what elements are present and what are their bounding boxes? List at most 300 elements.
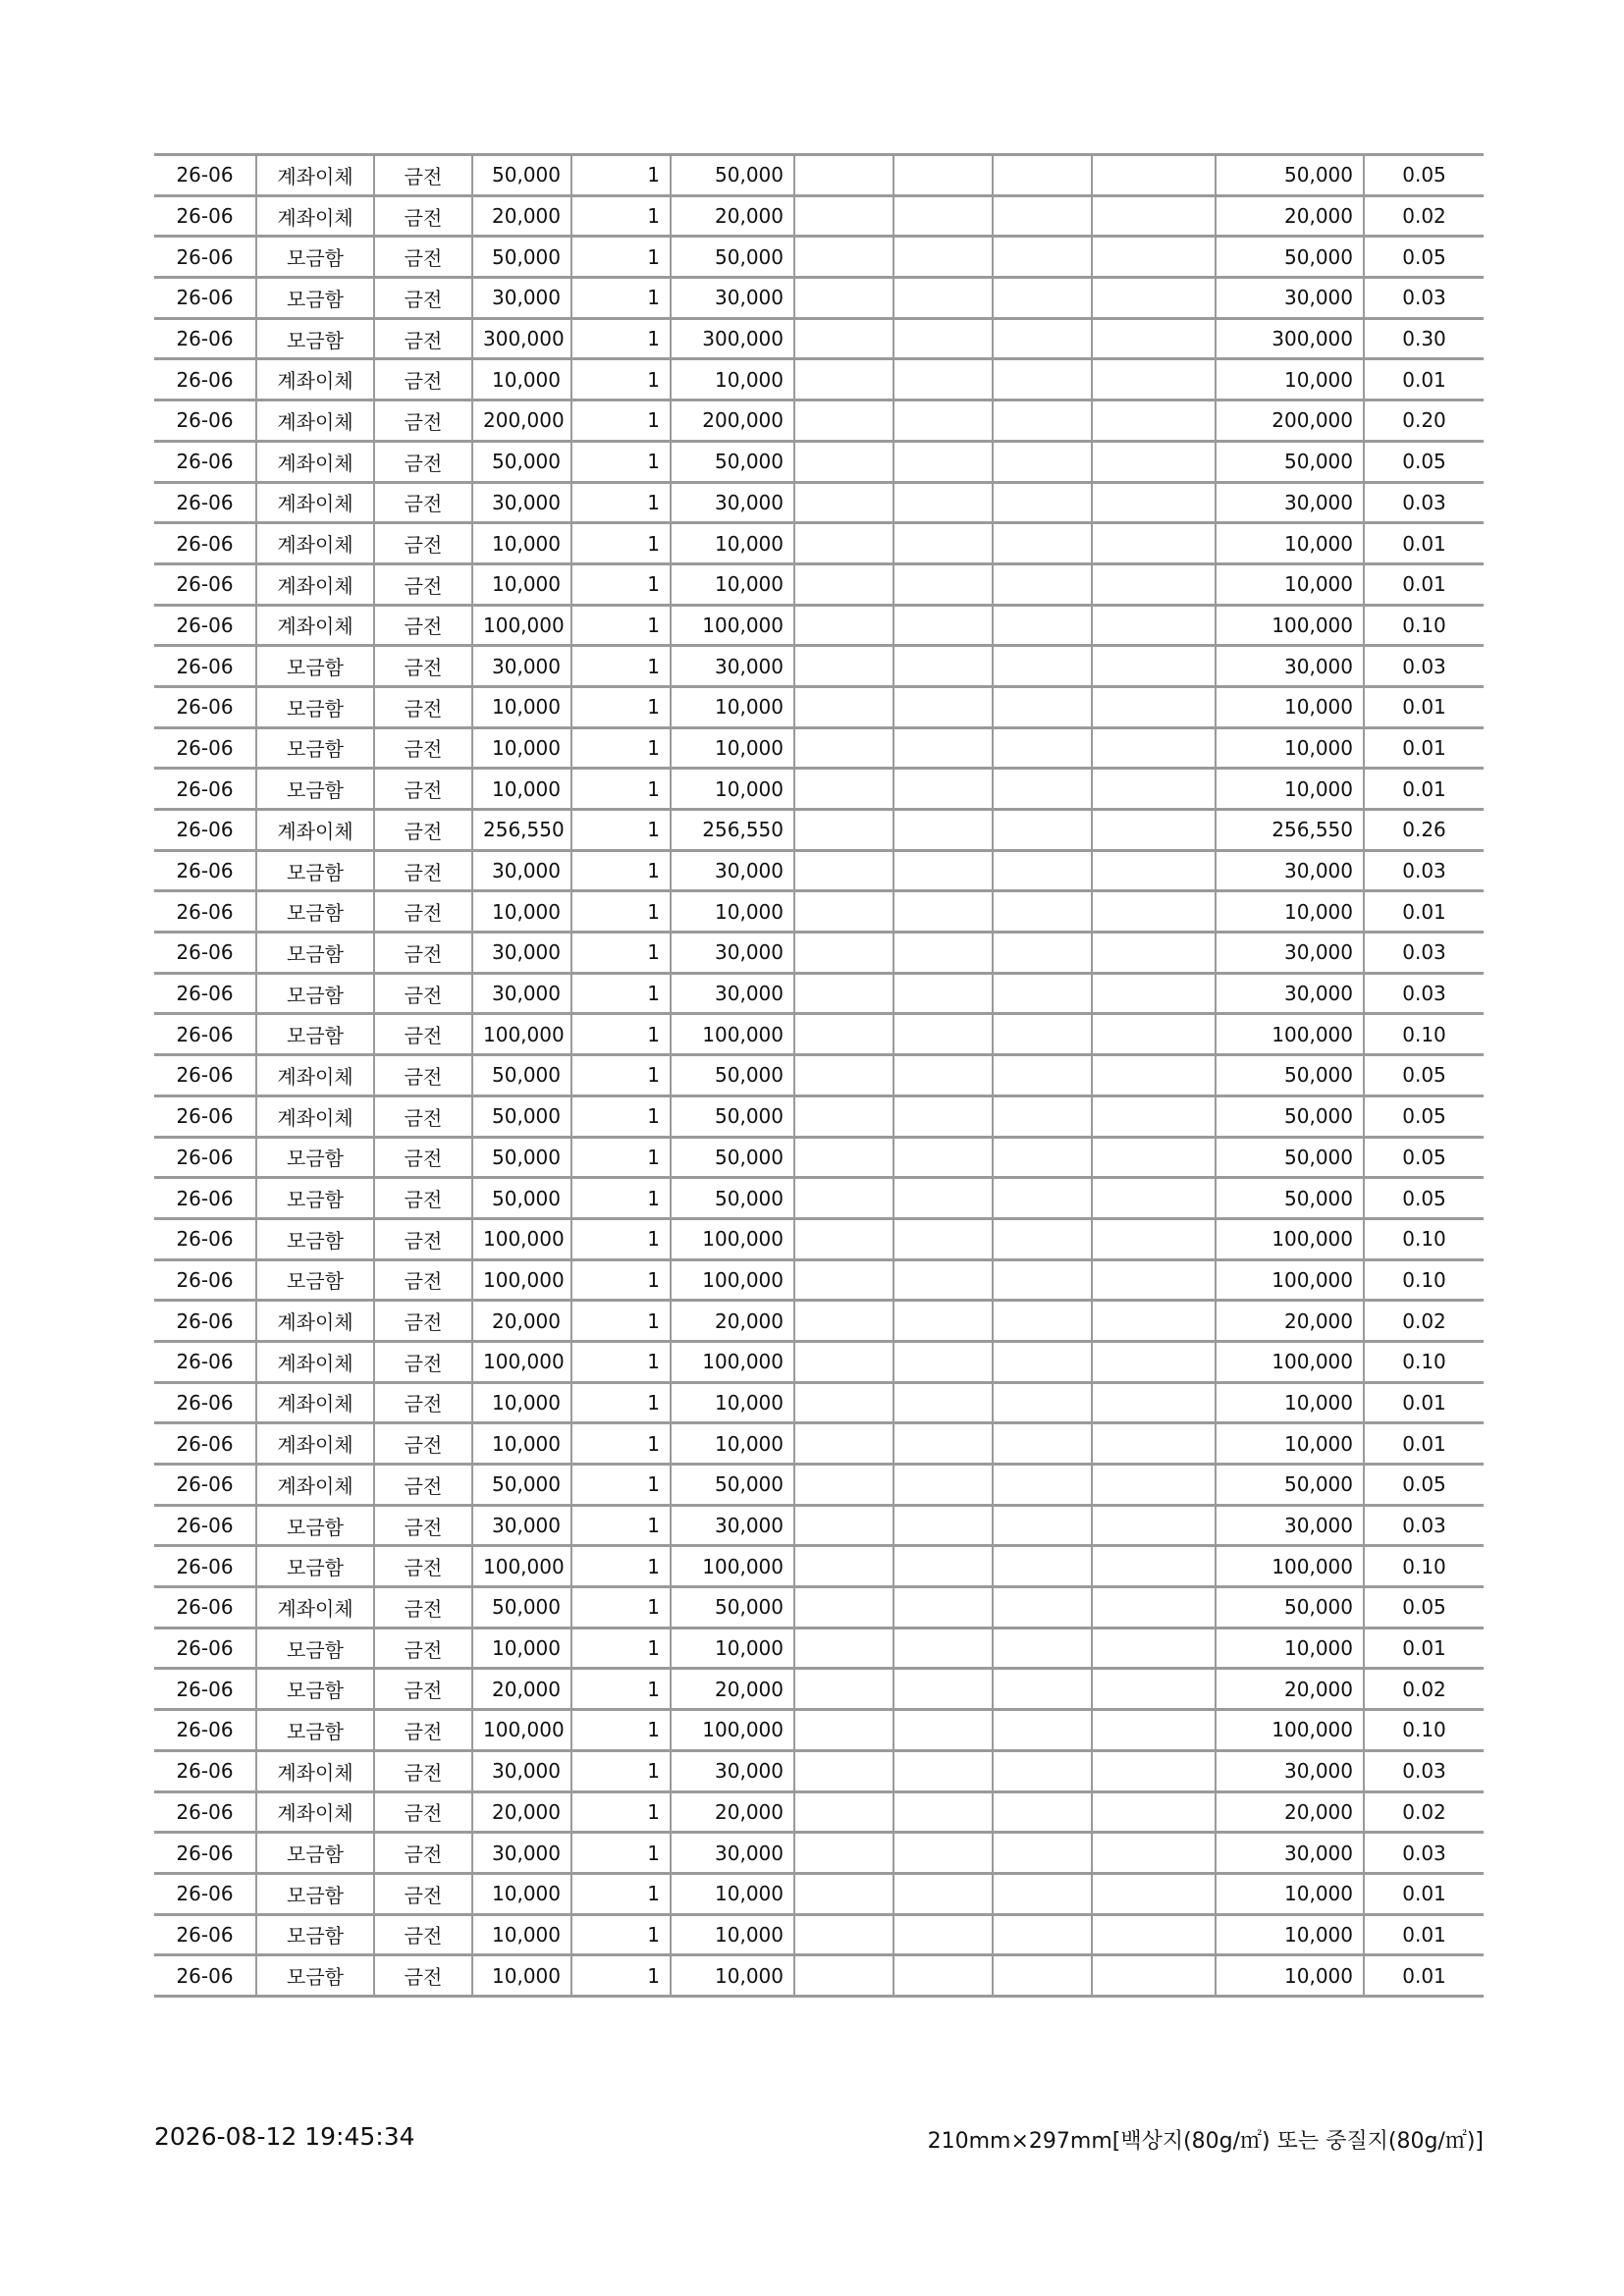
- blank-cell: [794, 1791, 893, 1833]
- unit-price-cell: 100,000: [472, 1259, 571, 1301]
- period-cell: 26-06: [154, 727, 256, 769]
- blank-cell: [1092, 850, 1216, 891]
- unit-price-cell: 30,000: [472, 933, 571, 974]
- blank-cell: [893, 195, 993, 237]
- ratio-cell: 0.30: [1364, 318, 1484, 359]
- method-cell: 모금함: [256, 1628, 374, 1669]
- unit-price-cell: 50,000: [472, 441, 571, 482]
- type-cell: 금전: [374, 482, 472, 523]
- blank-cell: [893, 1955, 993, 1997]
- blank-cell: [993, 1259, 1092, 1301]
- type-cell: 금전: [374, 1259, 472, 1301]
- blank-cell: [794, 1423, 893, 1465]
- type-cell: 금전: [374, 523, 472, 564]
- type-cell: 금전: [374, 686, 472, 727]
- table-row: [154, 769, 1484, 810]
- method-cell: 모금함: [256, 973, 374, 1014]
- period-cell: 26-06: [154, 1833, 256, 1874]
- type-cell: 금전: [374, 933, 472, 974]
- quantity-cell: 1: [571, 1382, 671, 1423]
- total-cell: 10,000: [1216, 1382, 1364, 1423]
- ratio-cell: 0.02: [1364, 1669, 1484, 1710]
- blank-cell: [794, 1137, 893, 1178]
- blank-cell: [1092, 727, 1216, 769]
- blank-cell: [794, 1955, 893, 1997]
- ratio-cell: 0.01: [1364, 1955, 1484, 1997]
- amount-cell: 50,000: [671, 441, 794, 482]
- table-row: [154, 1137, 1484, 1178]
- blank-cell: [993, 1137, 1092, 1178]
- period-cell: 26-06: [154, 1382, 256, 1423]
- unit-price-cell: 100,000: [472, 1014, 571, 1055]
- unit-price-cell: 300,000: [472, 318, 571, 359]
- ratio-cell: 0.03: [1364, 278, 1484, 319]
- period-cell: 26-06: [154, 973, 256, 1014]
- blank-cell: [993, 1301, 1092, 1342]
- blank-cell: [993, 1914, 1092, 1955]
- period-cell: 26-06: [154, 1178, 256, 1219]
- print-timestamp: 2026-08-12 19:45:34: [154, 2122, 415, 2151]
- blank-cell: [893, 1546, 993, 1587]
- total-cell: 30,000: [1216, 646, 1364, 687]
- blank-cell: [794, 891, 893, 933]
- blank-cell: [1092, 1341, 1216, 1382]
- quantity-cell: 1: [571, 1710, 671, 1751]
- total-cell: 100,000: [1216, 1014, 1364, 1055]
- quantity-cell: 1: [571, 563, 671, 605]
- total-cell: 100,000: [1216, 605, 1364, 646]
- period-cell: 26-06: [154, 1055, 256, 1096]
- ratio-cell: 0.03: [1364, 646, 1484, 687]
- table-row: [154, 195, 1484, 237]
- period-cell: 26-06: [154, 933, 256, 974]
- period-cell: 26-06: [154, 1095, 256, 1137]
- blank-cell: [893, 237, 993, 278]
- blank-cell: [1092, 1382, 1216, 1423]
- blank-cell: [993, 1341, 1092, 1382]
- table-row: [154, 1055, 1484, 1096]
- period-cell: 26-06: [154, 1218, 256, 1259]
- blank-cell: [1092, 891, 1216, 933]
- blank-cell: [794, 1341, 893, 1382]
- blank-cell: [1092, 973, 1216, 1014]
- ratio-cell: 0.01: [1364, 523, 1484, 564]
- unit-price-cell: 10,000: [472, 1914, 571, 1955]
- unit-price-cell: 50,000: [472, 1465, 571, 1506]
- unit-price-cell: 10,000: [472, 727, 571, 769]
- blank-cell: [794, 686, 893, 727]
- blank-cell: [794, 318, 893, 359]
- amount-cell: 100,000: [671, 1710, 794, 1751]
- blank-cell: [1092, 1873, 1216, 1914]
- table-row: [154, 1341, 1484, 1382]
- total-cell: 100,000: [1216, 1341, 1364, 1382]
- blank-cell: [794, 1259, 893, 1301]
- unit-price-cell: 10,000: [472, 769, 571, 810]
- quantity-cell: 1: [571, 1791, 671, 1833]
- unit-price-cell: 100,000: [472, 1218, 571, 1259]
- total-cell: 10,000: [1216, 523, 1364, 564]
- blank-cell: [993, 1382, 1092, 1423]
- table-row: [154, 850, 1484, 891]
- amount-cell: 10,000: [671, 769, 794, 810]
- quantity-cell: 1: [571, 155, 671, 196]
- blank-cell: [893, 1259, 993, 1301]
- method-cell: 모금함: [256, 1259, 374, 1301]
- type-cell: 금전: [374, 1178, 472, 1219]
- method-cell: 모금함: [256, 278, 374, 319]
- blank-cell: [993, 1750, 1092, 1791]
- quantity-cell: 1: [571, 1341, 671, 1382]
- method-cell: 모금함: [256, 1914, 374, 1955]
- blank-cell: [893, 891, 993, 933]
- amount-cell: 100,000: [671, 1341, 794, 1382]
- blank-cell: [794, 1750, 893, 1791]
- blank-cell: [794, 359, 893, 400]
- total-cell: 50,000: [1216, 441, 1364, 482]
- total-cell: 30,000: [1216, 850, 1364, 891]
- ratio-cell: 0.01: [1364, 769, 1484, 810]
- ratio-cell: 0.03: [1364, 1505, 1484, 1546]
- quantity-cell: 1: [571, 1628, 671, 1669]
- quantity-cell: 1: [571, 1505, 671, 1546]
- ratio-cell: 0.03: [1364, 1750, 1484, 1791]
- amount-cell: 30,000: [671, 1505, 794, 1546]
- blank-cell: [794, 1833, 893, 1874]
- ratio-cell: 0.01: [1364, 1423, 1484, 1465]
- blank-cell: [893, 646, 993, 687]
- blank-cell: [1092, 1259, 1216, 1301]
- ratio-cell: 0.01: [1364, 563, 1484, 605]
- blank-cell: [993, 769, 1092, 810]
- period-cell: 26-06: [154, 1259, 256, 1301]
- total-cell: 10,000: [1216, 1873, 1364, 1914]
- table-row: [154, 891, 1484, 933]
- blank-cell: [893, 727, 993, 769]
- quantity-cell: 1: [571, 891, 671, 933]
- type-cell: 금전: [374, 891, 472, 933]
- ratio-cell: 0.01: [1364, 1628, 1484, 1669]
- blank-cell: [794, 1014, 893, 1055]
- amount-cell: 10,000: [671, 1423, 794, 1465]
- method-cell: 모금함: [256, 1955, 374, 1997]
- blank-cell: [1092, 563, 1216, 605]
- amount-cell: 10,000: [671, 891, 794, 933]
- type-cell: 금전: [374, 1301, 472, 1342]
- amount-cell: 30,000: [671, 850, 794, 891]
- method-cell: 계좌이체: [256, 482, 374, 523]
- quantity-cell: 1: [571, 1833, 671, 1874]
- table-row: [154, 605, 1484, 646]
- amount-cell: 10,000: [671, 1873, 794, 1914]
- unit-price-cell: 30,000: [472, 278, 571, 319]
- type-cell: 금전: [374, 563, 472, 605]
- blank-cell: [1092, 769, 1216, 810]
- blank-cell: [794, 850, 893, 891]
- method-cell: 모금함: [256, 1873, 374, 1914]
- period-cell: 26-06: [154, 195, 256, 237]
- table-row: [154, 563, 1484, 605]
- table-row: [154, 973, 1484, 1014]
- blank-cell: [794, 973, 893, 1014]
- amount-cell: 200,000: [671, 400, 794, 442]
- blank-cell: [794, 1301, 893, 1342]
- table-row: [154, 1587, 1484, 1629]
- method-cell: 계좌이체: [256, 605, 374, 646]
- unit-price-cell: 10,000: [472, 686, 571, 727]
- blank-cell: [1092, 1710, 1216, 1751]
- blank-cell: [794, 727, 893, 769]
- blank-cell: [893, 1628, 993, 1669]
- blank-cell: [893, 482, 993, 523]
- ratio-cell: 0.10: [1364, 1218, 1484, 1259]
- quantity-cell: 1: [571, 1218, 671, 1259]
- blank-cell: [893, 1505, 993, 1546]
- method-cell: 모금함: [256, 1178, 374, 1219]
- blank-cell: [794, 1873, 893, 1914]
- quantity-cell: 1: [571, 1423, 671, 1465]
- type-cell: 금전: [374, 1833, 472, 1874]
- table-row: [154, 686, 1484, 727]
- type-cell: 금전: [374, 441, 472, 482]
- table-row: [154, 1465, 1484, 1506]
- blank-cell: [1092, 1178, 1216, 1219]
- table-row: [154, 1628, 1484, 1669]
- period-cell: 26-06: [154, 523, 256, 564]
- total-cell: 30,000: [1216, 933, 1364, 974]
- type-cell: 금전: [374, 1505, 472, 1546]
- blank-cell: [993, 1423, 1092, 1465]
- blank-cell: [794, 1587, 893, 1629]
- blank-cell: [1092, 237, 1216, 278]
- quantity-cell: 1: [571, 278, 671, 319]
- amount-cell: 50,000: [671, 1465, 794, 1506]
- table-row: [154, 1382, 1484, 1423]
- amount-cell: 20,000: [671, 1791, 794, 1833]
- amount-cell: 10,000: [671, 359, 794, 400]
- period-cell: 26-06: [154, 646, 256, 687]
- unit-price-cell: 256,550: [472, 810, 571, 851]
- table-row: [154, 318, 1484, 359]
- table-row: [154, 482, 1484, 523]
- ratio-cell: 0.10: [1364, 1341, 1484, 1382]
- total-cell: 30,000: [1216, 973, 1364, 1014]
- blank-cell: [1092, 1628, 1216, 1669]
- unit-price-cell: 50,000: [472, 1178, 571, 1219]
- blank-cell: [1092, 359, 1216, 400]
- blank-cell: [1092, 400, 1216, 442]
- table-row: [154, 1505, 1484, 1546]
- blank-cell: [794, 1505, 893, 1546]
- period-cell: 26-06: [154, 850, 256, 891]
- blank-cell: [1092, 1546, 1216, 1587]
- type-cell: 금전: [374, 1055, 472, 1096]
- type-cell: 금전: [374, 1095, 472, 1137]
- period-cell: 26-06: [154, 1014, 256, 1055]
- total-cell: 300,000: [1216, 318, 1364, 359]
- total-cell: 50,000: [1216, 155, 1364, 196]
- blank-cell: [893, 1750, 993, 1791]
- period-cell: 26-06: [154, 1873, 256, 1914]
- ratio-cell: 0.05: [1364, 237, 1484, 278]
- blank-cell: [1092, 1587, 1216, 1629]
- quantity-cell: 1: [571, 973, 671, 1014]
- total-cell: 50,000: [1216, 1465, 1364, 1506]
- total-cell: 20,000: [1216, 195, 1364, 237]
- blank-cell: [1092, 1791, 1216, 1833]
- ratio-cell: 0.26: [1364, 810, 1484, 851]
- unit-price-cell: 100,000: [472, 1341, 571, 1382]
- method-cell: 계좌이체: [256, 563, 374, 605]
- blank-cell: [893, 278, 993, 319]
- blank-cell: [993, 605, 1092, 646]
- total-cell: 10,000: [1216, 769, 1364, 810]
- ratio-cell: 0.02: [1364, 1791, 1484, 1833]
- period-cell: 26-06: [154, 400, 256, 442]
- method-cell: 모금함: [256, 1546, 374, 1587]
- unit-price-cell: 50,000: [472, 1137, 571, 1178]
- type-cell: 금전: [374, 318, 472, 359]
- amount-cell: 50,000: [671, 1178, 794, 1219]
- blank-cell: [893, 1833, 993, 1874]
- blank-cell: [993, 973, 1092, 1014]
- amount-cell: 10,000: [671, 1628, 794, 1669]
- period-cell: 26-06: [154, 1341, 256, 1382]
- total-cell: 50,000: [1216, 1178, 1364, 1219]
- blank-cell: [794, 523, 893, 564]
- total-cell: 30,000: [1216, 1833, 1364, 1874]
- table-row: [154, 1423, 1484, 1465]
- table-row: [154, 1833, 1484, 1874]
- amount-cell: 10,000: [671, 523, 794, 564]
- blank-cell: [1092, 1218, 1216, 1259]
- blank-cell: [993, 1669, 1092, 1710]
- amount-cell: 50,000: [671, 155, 794, 196]
- donation-ledger-table: [154, 153, 1484, 1998]
- table-row: [154, 237, 1484, 278]
- table-row: [154, 933, 1484, 974]
- blank-cell: [893, 1423, 993, 1465]
- unit-price-cell: 20,000: [472, 195, 571, 237]
- period-cell: 26-06: [154, 1955, 256, 1997]
- blank-cell: [893, 769, 993, 810]
- method-cell: 모금함: [256, 1710, 374, 1751]
- quantity-cell: 1: [571, 1014, 671, 1055]
- paper-spec: 210mm×297mm[백상지(80g/㎡) 또는 중질지(80g/㎡)]: [927, 2129, 1484, 2154]
- blank-cell: [1092, 1914, 1216, 1955]
- ratio-cell: 0.05: [1364, 1178, 1484, 1219]
- method-cell: 계좌이체: [256, 523, 374, 564]
- quantity-cell: 1: [571, 1546, 671, 1587]
- type-cell: 금전: [374, 1791, 472, 1833]
- period-cell: 26-06: [154, 1710, 256, 1751]
- table-row: [154, 1710, 1484, 1751]
- table-row: [154, 1669, 1484, 1710]
- method-cell: 계좌이체: [256, 1791, 374, 1833]
- blank-cell: [993, 482, 1092, 523]
- blank-cell: [794, 1382, 893, 1423]
- quantity-cell: 1: [571, 727, 671, 769]
- type-cell: 금전: [374, 400, 472, 442]
- quantity-cell: 1: [571, 1669, 671, 1710]
- type-cell: 금전: [374, 278, 472, 319]
- blank-cell: [993, 1955, 1092, 1997]
- blank-cell: [794, 1914, 893, 1955]
- blank-cell: [993, 1055, 1092, 1096]
- method-cell: 계좌이체: [256, 1301, 374, 1342]
- period-cell: 26-06: [154, 318, 256, 359]
- blank-cell: [1092, 1423, 1216, 1465]
- period-cell: 26-06: [154, 482, 256, 523]
- table-row: [154, 359, 1484, 400]
- total-cell: 10,000: [1216, 1955, 1364, 1997]
- blank-cell: [993, 1546, 1092, 1587]
- quantity-cell: 1: [571, 769, 671, 810]
- period-cell: 26-06: [154, 1423, 256, 1465]
- total-cell: 30,000: [1216, 1750, 1364, 1791]
- ratio-cell: 0.02: [1364, 1301, 1484, 1342]
- total-cell: 20,000: [1216, 1669, 1364, 1710]
- type-cell: 금전: [374, 810, 472, 851]
- type-cell: 금전: [374, 1014, 472, 1055]
- amount-cell: 50,000: [671, 1587, 794, 1629]
- blank-cell: [794, 1628, 893, 1669]
- method-cell: 모금함: [256, 850, 374, 891]
- unit-price-cell: 30,000: [472, 646, 571, 687]
- total-cell: 50,000: [1216, 1095, 1364, 1137]
- period-cell: 26-06: [154, 441, 256, 482]
- table-row: [154, 1791, 1484, 1833]
- blank-cell: [794, 1465, 893, 1506]
- type-cell: 금전: [374, 155, 472, 196]
- total-cell: 50,000: [1216, 237, 1364, 278]
- amount-cell: 10,000: [671, 563, 794, 605]
- total-cell: 10,000: [1216, 1423, 1364, 1465]
- blank-cell: [1092, 278, 1216, 319]
- quantity-cell: 1: [571, 1750, 671, 1791]
- blank-cell: [993, 850, 1092, 891]
- blank-cell: [1092, 1095, 1216, 1137]
- table-row: [154, 1750, 1484, 1791]
- quantity-cell: 1: [571, 441, 671, 482]
- blank-cell: [1092, 810, 1216, 851]
- period-cell: 26-06: [154, 1750, 256, 1791]
- type-cell: 금전: [374, 727, 472, 769]
- period-cell: 26-06: [154, 1628, 256, 1669]
- ratio-cell: 0.10: [1364, 1710, 1484, 1751]
- type-cell: 금전: [374, 237, 472, 278]
- blank-cell: [893, 1465, 993, 1506]
- ratio-cell: 0.05: [1364, 1137, 1484, 1178]
- quantity-cell: 1: [571, 1301, 671, 1342]
- type-cell: 금전: [374, 646, 472, 687]
- ratio-cell: 0.01: [1364, 727, 1484, 769]
- unit-price-cell: 30,000: [472, 973, 571, 1014]
- amount-cell: 30,000: [671, 482, 794, 523]
- blank-cell: [794, 1710, 893, 1751]
- amount-cell: 10,000: [671, 727, 794, 769]
- method-cell: 계좌이체: [256, 155, 374, 196]
- type-cell: 금전: [374, 1382, 472, 1423]
- blank-cell: [1092, 1014, 1216, 1055]
- blank-cell: [893, 933, 993, 974]
- type-cell: 금전: [374, 1710, 472, 1751]
- unit-price-cell: 200,000: [472, 400, 571, 442]
- type-cell: 금전: [374, 850, 472, 891]
- period-cell: 26-06: [154, 155, 256, 196]
- type-cell: 금전: [374, 1628, 472, 1669]
- amount-cell: 10,000: [671, 1914, 794, 1955]
